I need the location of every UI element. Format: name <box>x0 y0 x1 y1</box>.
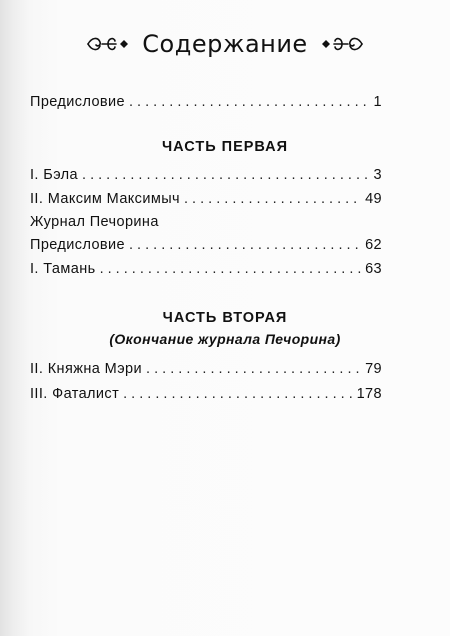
toc-entry-page: 62 <box>365 237 382 253</box>
toc-group-journal <box>30 214 382 234</box>
flourish-ornament-icon <box>86 33 128 55</box>
toc-entry-title: II. Максим Максимыч <box>30 191 180 207</box>
toc-entry-taman[interactable] <box>30 261 382 281</box>
toc-title: Содержание <box>142 30 308 58</box>
leader-dots <box>129 94 370 110</box>
toc-entry-title: I. Бэла <box>30 167 79 183</box>
toc-entry-page: 1 <box>373 94 382 110</box>
leader-dots <box>129 237 361 253</box>
toc-entry-title: Предисловие <box>30 237 125 253</box>
toc-entry-page: 178 <box>356 386 382 402</box>
toc-entry-page: 79 <box>365 361 382 377</box>
toc-entry-mary[interactable] <box>30 361 382 381</box>
part-one-heading: ЧАСТЬ ПЕРВАЯ <box>161 139 289 155</box>
leader-dots <box>184 191 361 207</box>
toc-entry-preface[interactable] <box>30 94 382 114</box>
toc-entry-title: II. Княжна Мэри <box>30 361 143 377</box>
part-two-heading: ЧАСТЬ ВТОРАЯ <box>162 310 288 326</box>
toc-entry-journal-preface[interactable] <box>30 237 382 257</box>
toc-entry-page: 63 <box>365 261 382 277</box>
toc-entry-page: 3 <box>373 167 382 183</box>
leader-dots <box>146 361 361 377</box>
toc-entry-fatalist[interactable] <box>30 386 382 406</box>
toc-entry-bela[interactable] <box>30 167 382 187</box>
flourish-ornament-icon <box>322 33 364 55</box>
toc-entry-page: 49 <box>365 191 382 207</box>
toc-entry-title: I. Тамань <box>30 261 96 277</box>
toc-heading <box>0 30 450 58</box>
part-two-subtitle: (Окончание журнала Печорина) <box>109 331 341 347</box>
leader-dots <box>82 167 370 183</box>
leader-dots <box>123 386 352 402</box>
toc-entry-title: III. Фаталист <box>30 386 120 402</box>
toc-entry-maksim[interactable] <box>30 191 382 211</box>
leader-dots <box>100 261 362 277</box>
toc-entry-title: Предисловие <box>30 94 125 110</box>
toc-group-title: Журнал Печорина <box>30 214 159 230</box>
